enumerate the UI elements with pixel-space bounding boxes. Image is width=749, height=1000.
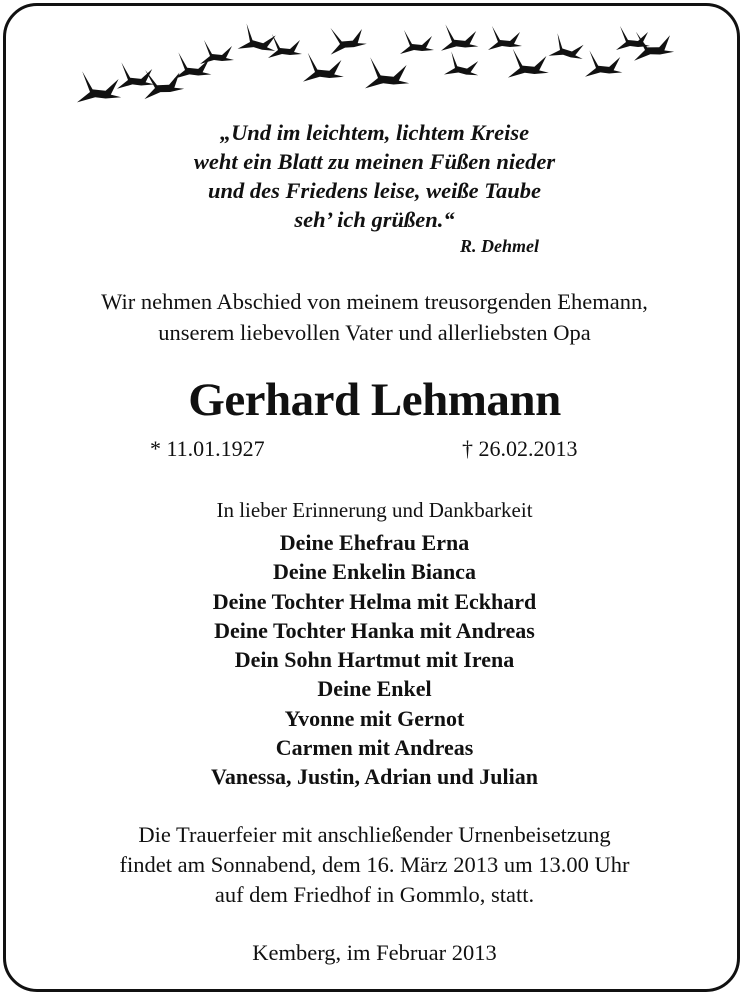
service-line: findet am Sonnabend, dem 16. März 2013 um 13.00 Uhr: [119, 852, 630, 877]
mourner-line: Dein Sohn Hartmut mit Irena: [234, 647, 515, 673]
service-line: Die Trauerfeier mit anschließender Urnenbeisetzung: [138, 822, 611, 847]
mourner-line: Deine Tochter Hanka mit Andreas: [214, 617, 535, 643]
farewell-intro: [0, 286, 749, 348]
birth-date: * 11.01.1927: [150, 436, 265, 461]
flying-cranes-icon: [60, 20, 680, 120]
mourners-list: [0, 528, 749, 792]
funeral-service-info: [0, 820, 749, 910]
mourner-line: Yvonne mit Gernot: [284, 705, 465, 731]
mourner-line: Deine Enkelin Bianca: [273, 559, 476, 585]
poem-line: und des Friedens leise, weiße Taube: [208, 178, 541, 203]
mourner-line: Carmen mit Andreas: [275, 735, 474, 761]
mourner-line: Deine Tochter Helma mit Eckhard: [212, 588, 537, 614]
farewell-intro-line: unserem liebevollen Vater und allerliebsten Opa: [158, 320, 591, 345]
mourners-intro: In lieber Erinnerung und Dankbarkeit: [216, 498, 533, 522]
mourner-line: Deine Enkel: [317, 676, 432, 702]
death-date: † 26.02.2013: [462, 436, 578, 461]
poem-quote: [0, 118, 749, 234]
deceased-name: Gerhard Lehmann: [188, 374, 561, 426]
mourner-line: Deine Ehefrau Erna: [279, 530, 470, 555]
poem-author: R. Dehmel: [460, 236, 539, 256]
mourner-line: Vanessa, Justin, Adrian und Julian: [211, 764, 538, 790]
place-date: Kemberg, im Februar 2013: [252, 940, 497, 965]
service-line: auf dem Friedhof in Gommlo, statt.: [214, 882, 535, 907]
poem-line: „Und im leichtem, lichtem Kreise: [219, 120, 530, 145]
poem-line: seh’ ich grüßen.“: [294, 207, 455, 232]
poem-line: weht ein Blatt zu meinen Füßen nieder: [193, 149, 556, 174]
farewell-intro-line: Wir nehmen Abschied von meinem treusorgenden Ehemann,: [101, 289, 648, 314]
